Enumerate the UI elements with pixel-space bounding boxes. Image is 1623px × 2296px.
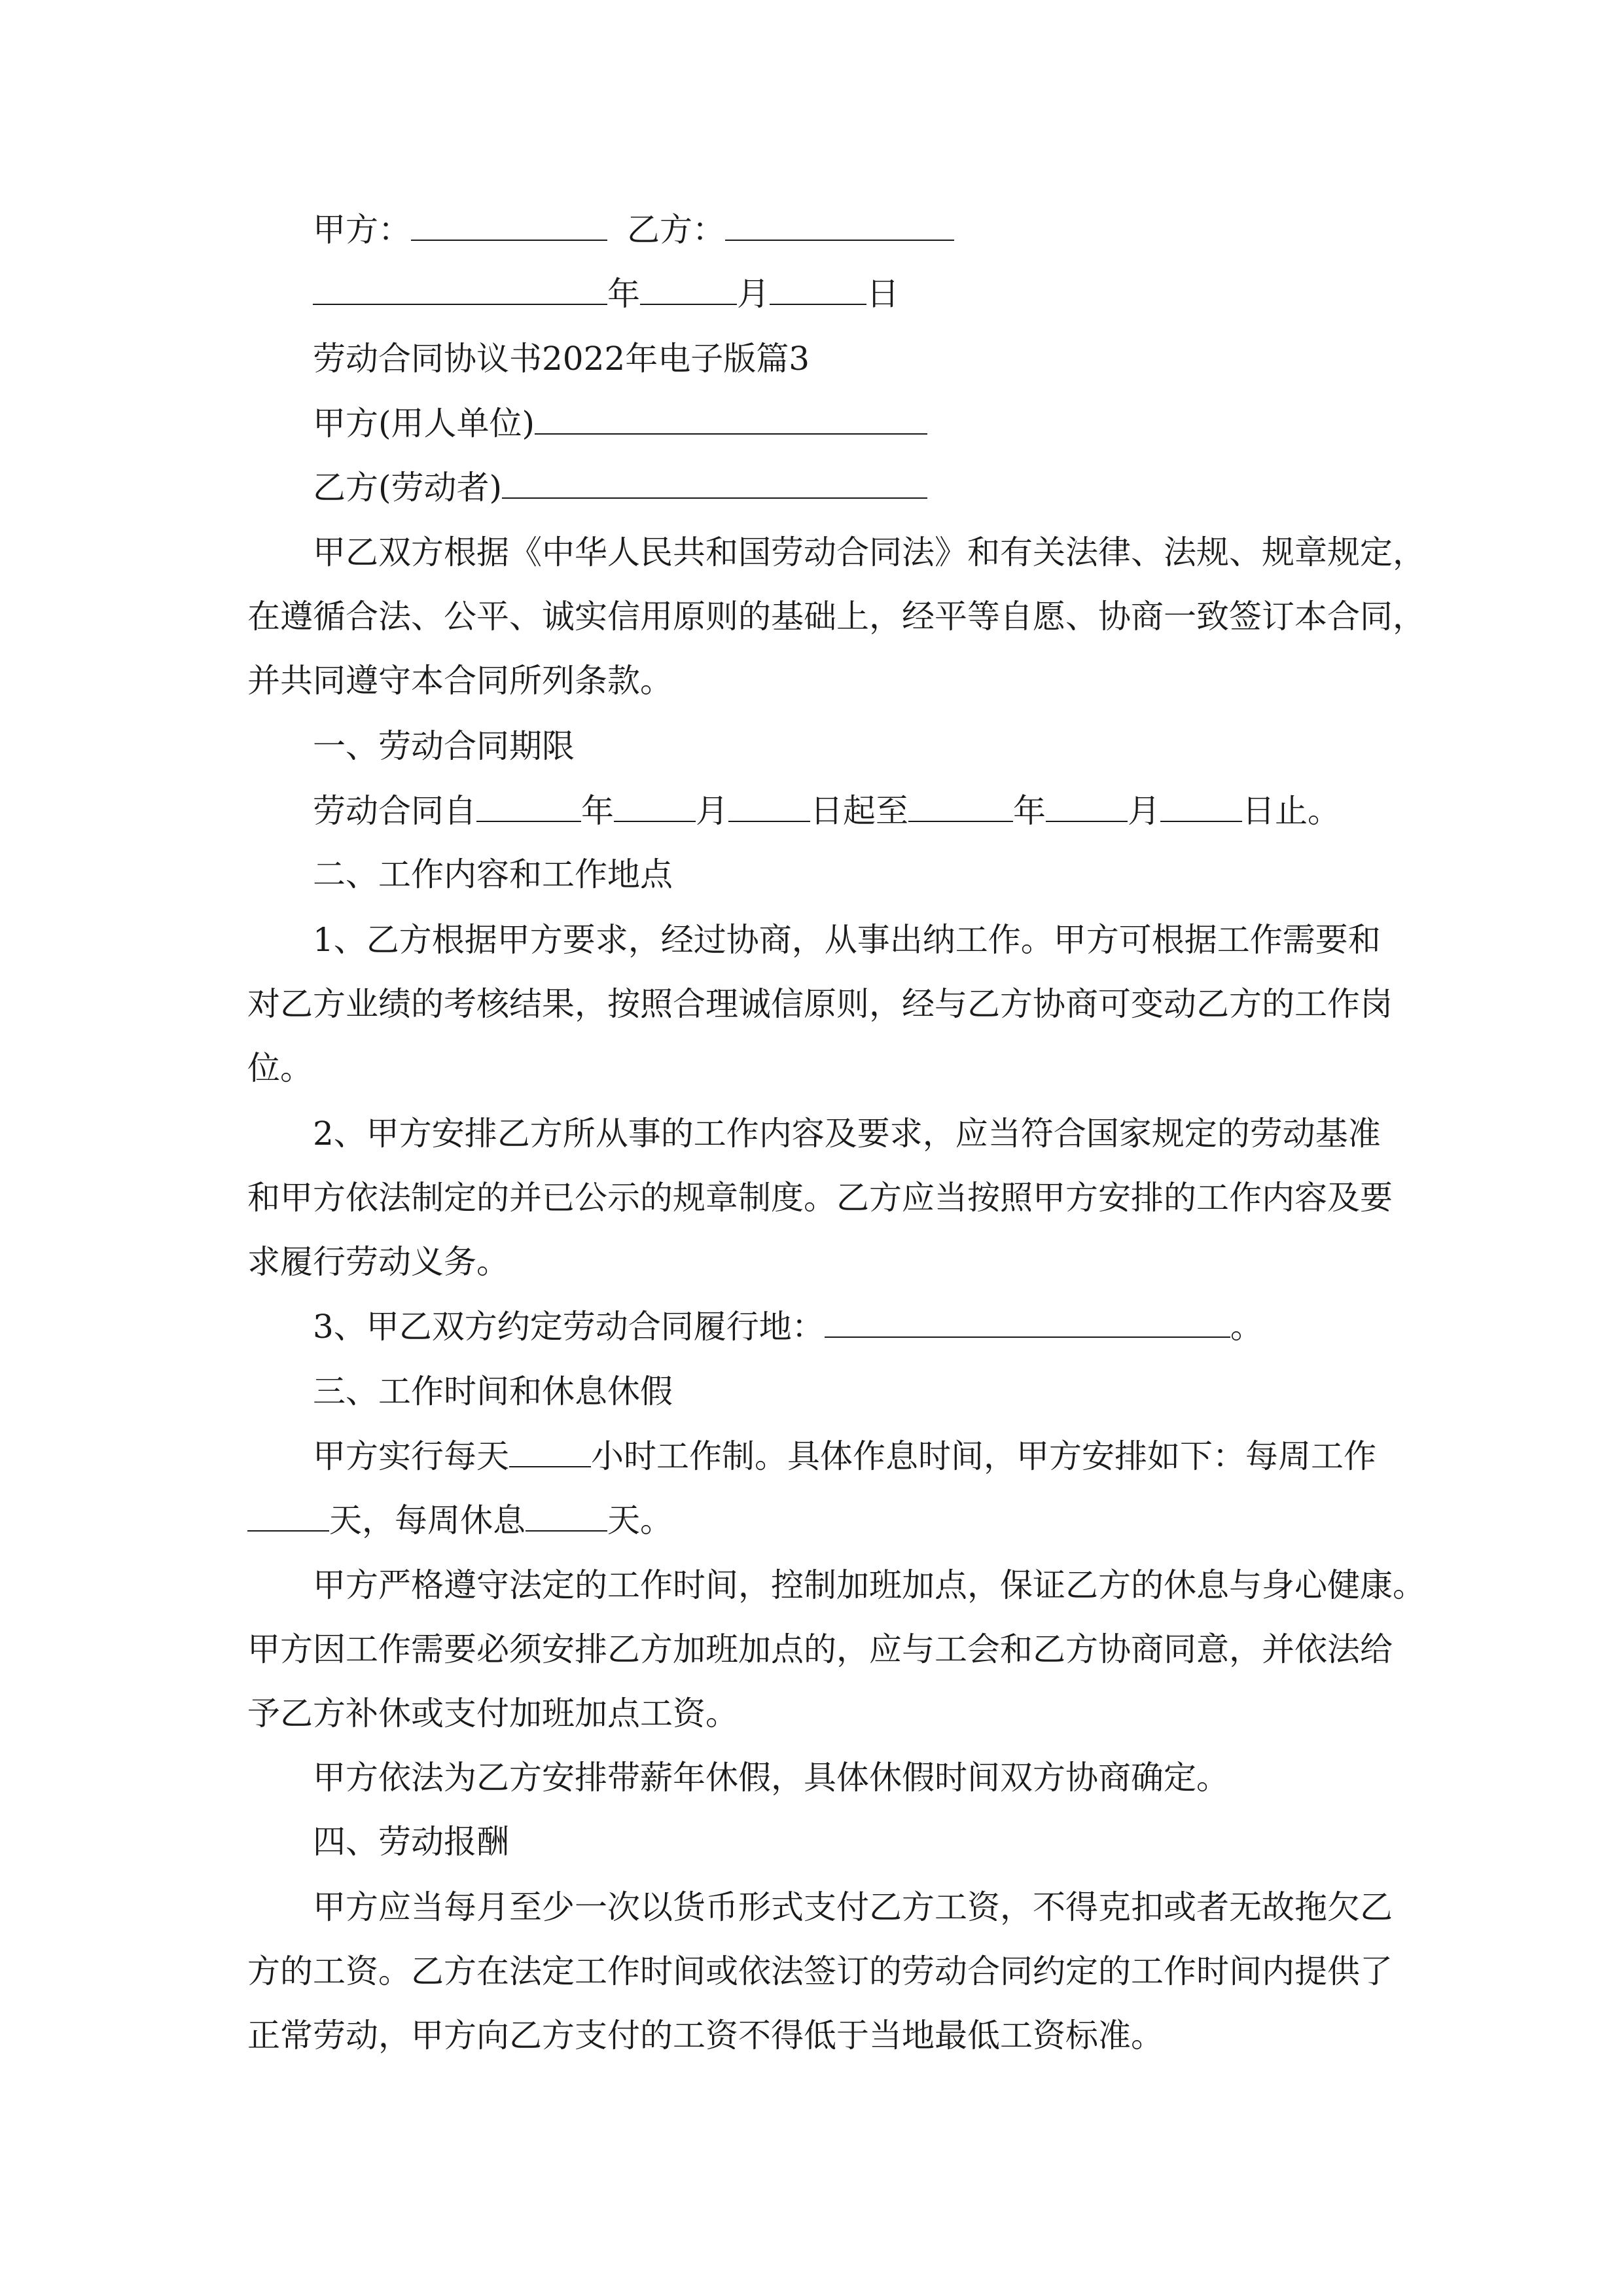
s2-p2-line-3: 求履行劳动义务。	[247, 1243, 509, 1281]
document-title: 劳动合同协议书2022年电子版篇3	[313, 340, 810, 378]
contract-term-line	[313, 791, 1340, 831]
working-hours-line-1	[313, 1436, 1376, 1476]
party-a-label: 甲方：	[313, 211, 411, 249]
end-month-label: 月	[1128, 792, 1160, 830]
employee-blank	[502, 467, 927, 499]
work-location-blank	[825, 1306, 1230, 1338]
day-label: 日	[866, 275, 899, 313]
preamble-line-1: 甲乙双方根据《中华人民共和国劳动合同法》和有关法律、法规、规章规定，	[313, 533, 1425, 571]
s2-p2-line-1: 2、甲方安排乙方所从事的工作内容及要求，应当符合国家规定的劳动基准	[313, 1115, 1381, 1153]
s2-p1-line-2: 对乙方业绩的考核结果，按照合理诚信原则，经与乙方协商可变动乙方的工作岗	[247, 985, 1393, 1023]
start-day-blank	[728, 791, 810, 822]
sign-month-blank	[640, 274, 737, 305]
working-hours-line-2	[247, 1500, 673, 1540]
work-location-label: 3、甲乙双方约定劳动合同履行地：	[313, 1308, 825, 1346]
s2-p1-line-3: 位。	[247, 1049, 313, 1087]
s4-p1-line-1: 甲方应当每月至少一次以货币形式支付乙方工资，不得克扣或者无故拖欠乙	[313, 1888, 1393, 1926]
work-location-period: 。	[1230, 1308, 1263, 1346]
s2-p1-line-1: 1、乙方根据甲方要求，经过协商，从事出纳工作。甲方可根据工作需要和	[313, 921, 1381, 959]
weekly-rest-label: 天，每周休息	[329, 1501, 526, 1539]
start-month-blank	[614, 791, 696, 822]
party-a-signature-blank	[411, 209, 607, 241]
signature-date-line	[313, 274, 899, 314]
s3-p2-line-1: 甲方严格遵守法定的工作时间，控制加班加点，保证乙方的休息与身心健康。	[313, 1566, 1425, 1604]
daily-hours-label: 甲方实行每天	[313, 1437, 509, 1475]
section-3-heading: 三、工作时间和休息休假	[313, 1372, 673, 1410]
s4-p1-line-3: 正常劳动，甲方向乙方支付的工资不得低于当地最低工资标准。	[247, 2017, 1164, 2054]
s3-p3-line: 甲方依法为乙方安排带薪年休假，具体休假时间双方协商确定。	[313, 1759, 1229, 1797]
start-day-label: 日起至	[810, 792, 908, 830]
end-year-label: 年	[1013, 792, 1046, 830]
end-day-label: 日止。	[1242, 792, 1340, 830]
employer-blank	[535, 403, 927, 435]
employer-line	[313, 403, 927, 443]
weekly-rest-blank	[526, 1500, 607, 1532]
signature-line	[313, 209, 954, 249]
start-month-label: 月	[696, 792, 728, 830]
month-label: 月	[737, 275, 770, 313]
section-1-heading: 一、劳动合同期限	[313, 727, 575, 765]
s4-p1-line-2: 方的工资。乙方在法定工作时间或依法签订的劳动合同约定的工作时间内提供了	[247, 1952, 1393, 1990]
weekly-rest-suffix: 天。	[607, 1501, 673, 1539]
year-label: 年	[607, 275, 640, 313]
sign-day-blank	[770, 274, 866, 305]
work-location-line	[313, 1306, 1263, 1346]
sign-year-blank	[313, 274, 607, 305]
s2-p2-line-2: 和甲方依法制定的并已公示的规章制度。乙方应当按照甲方安排的工作内容及要	[247, 1179, 1393, 1217]
section-4-heading: 四、劳动报酬	[313, 1823, 509, 1861]
employer-label: 甲方(用人单位)	[313, 404, 535, 442]
s3-p2-line-2: 甲方因工作需要必须安排乙方加班加点的，应与工会和乙方协商同意，并依法给	[247, 1630, 1393, 1668]
preamble-line-2: 在遵循合法、公平、诚实信用原则的基础上，经平等自愿、协商一致签订本合同，	[247, 598, 1425, 636]
employee-label: 乙方(劳动者)	[313, 469, 503, 507]
end-day-blank	[1160, 791, 1242, 822]
end-month-blank	[1046, 791, 1128, 822]
term-prefix: 劳动合同自	[313, 792, 476, 830]
preamble-line-3: 并共同遵守本合同所列条款。	[247, 662, 673, 700]
weekly-workdays-label: 小时工作制。具体作息时间，甲方安排如下：每周工作	[591, 1437, 1376, 1475]
start-year-blank	[476, 791, 581, 822]
party-b-label: 乙方：	[627, 211, 725, 249]
weekly-workdays-blank	[247, 1500, 329, 1532]
start-year-label: 年	[581, 792, 614, 830]
section-2-heading: 二、工作内容和工作地点	[313, 855, 673, 893]
daily-hours-blank	[509, 1436, 591, 1467]
employee-line	[313, 467, 927, 507]
party-b-signature-blank	[725, 209, 954, 241]
end-year-blank	[908, 791, 1013, 822]
s3-p2-line-3: 予乙方补休或支付加班加点工资。	[247, 1695, 738, 1732]
